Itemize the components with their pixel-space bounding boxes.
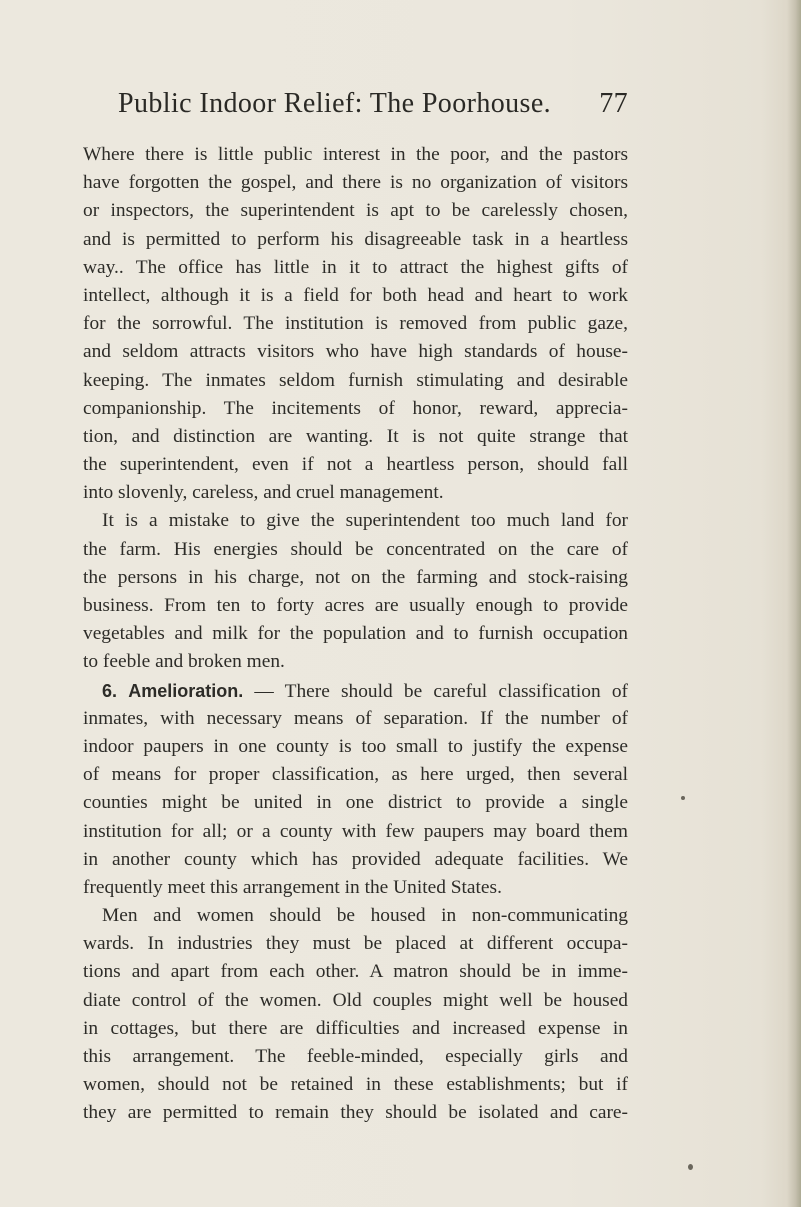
text-line: companionship. The incitements of honor, reward, apprecia-	[83, 397, 628, 419]
text-line: indoor paupers in one county is too small to justify the expense	[83, 735, 628, 757]
paragraph-2	[83, 507, 628, 676]
text-line: institution for all; or a county with few paupers may board them	[83, 820, 628, 842]
running-header	[118, 88, 628, 120]
text-line: business. From ten to forty acres are usually enough to provide	[83, 595, 628, 616]
section-heading: Amelioration.	[128, 680, 244, 701]
text-line: the persons in his charge, not on the farming and stock-raising	[83, 566, 628, 588]
body-text	[83, 141, 628, 1128]
text-line: Where there is little public interest in the poor, and the pastors	[83, 144, 628, 165]
text-line: they are permitted to remain they should be isolated and care-	[83, 1102, 628, 1124]
paper-speck	[681, 796, 685, 800]
text-line: diate control of the women. Old couples might well be housed	[83, 989, 628, 1011]
text-line: intellect, although it is a field for both head and heart to work	[83, 284, 628, 306]
text-line: and seldom attracts visitors who have high standards of house-	[83, 341, 628, 363]
text-line: tions and apart from each other. A matron should be in imme-	[83, 961, 628, 983]
text-line: the superintendent, even if not a heartless person, should fall	[83, 454, 628, 476]
text-line: vegetables and milk for the population and to furnish occupation	[83, 623, 628, 645]
text-line: of means for proper classification, as here urged, then several	[83, 764, 628, 786]
text-line: the farm. His energies should be concentrated on the care of	[83, 538, 628, 560]
text-line: into slovenly, careless, and cruel management.	[83, 482, 444, 504]
text-line: have forgotten the gospel, and there is no organization of visitors	[83, 172, 628, 194]
text-line: Men and women should be housed in non-communicating	[102, 905, 628, 927]
text-line: frequently meet this arrangement in the United States.	[83, 876, 502, 898]
section-number: 6.	[102, 680, 118, 701]
page-number: 77	[599, 88, 628, 119]
chapter-title: Public Indoor Relief: The Poorhouse.	[118, 88, 552, 119]
text-line: to feeble and broken men.	[83, 651, 285, 673]
text-line: and is permitted to perform his disagreeable task in a heartless	[83, 228, 628, 250]
section-6	[83, 677, 628, 903]
paragraph-4	[83, 902, 628, 1128]
page-edge-shadow	[787, 0, 801, 1207]
text-line: or inspectors, the superintendent is apt to be carelessly chosen,	[83, 200, 628, 222]
text-line: counties might be united in one district to provide a single	[83, 792, 628, 814]
text-line: keeping. The inmates seldom furnish stimulating and desirable	[83, 369, 628, 391]
text-line: this arrangement. The feeble-minded, especially girls and	[83, 1046, 628, 1067]
section-heading-line	[83, 677, 628, 705]
text-line: It is a mistake to give the superintendent too much land for	[102, 510, 628, 532]
text-line: women, should not be retained in these establishments; but if	[83, 1074, 628, 1096]
text-line: wards. In industries they must be placed at different occupa-	[83, 933, 628, 955]
section-first-line-text: — There should be careful classification of	[243, 680, 628, 702]
text-line: tion, and distinction are wanting. It is not quite strange that	[83, 425, 628, 447]
text-line: for the sorrowful. The institution is removed from public gaze,	[83, 313, 628, 335]
text-line: in cottages, but there are difficulties and increased expense in	[83, 1017, 628, 1039]
text-line: inmates, with necessary means of separation. If the number of	[83, 707, 628, 729]
paragraph-1	[83, 141, 628, 507]
paper-speck	[688, 1164, 693, 1170]
text-line: in another county which has provided adequate facilities. We	[83, 848, 628, 870]
text-line: way.. The office has little in it to attract the highest gifts of	[83, 256, 628, 278]
